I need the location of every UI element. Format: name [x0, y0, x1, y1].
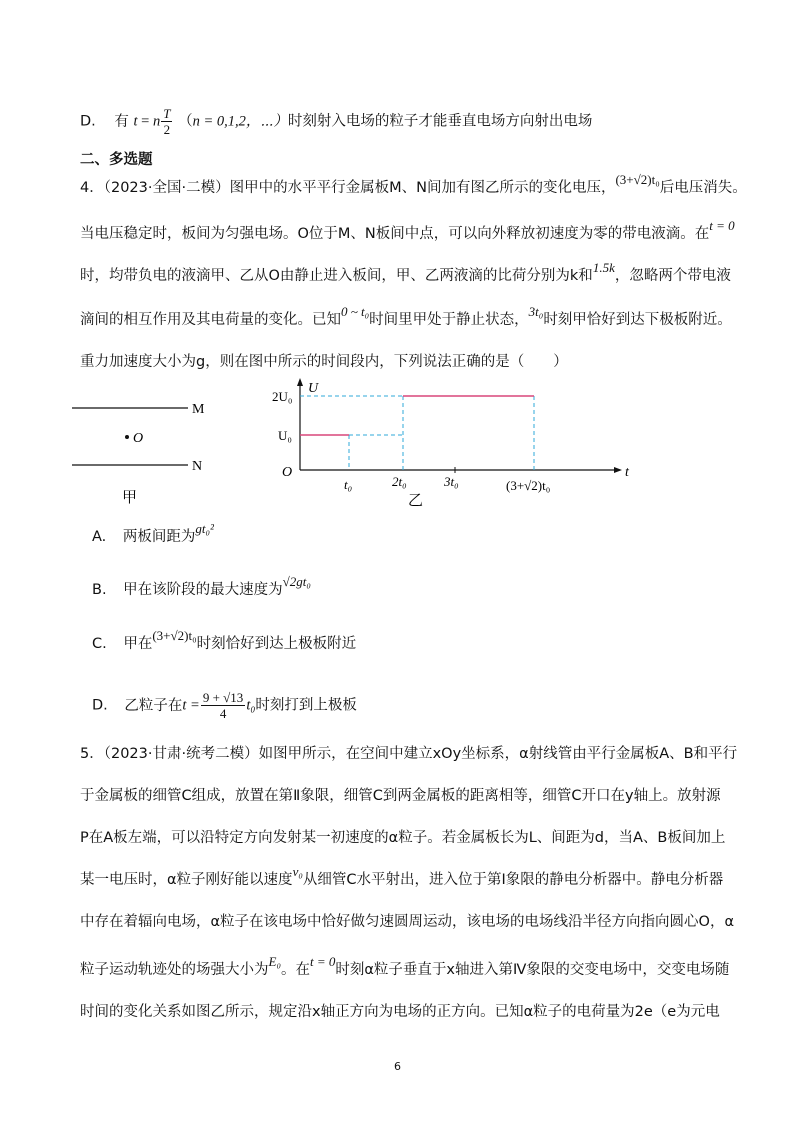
q4-option-a — [92, 521, 214, 547]
math-expr: t = 0 — [309, 954, 336, 969]
option-label: D. — [80, 113, 96, 130]
q4-option-d — [92, 690, 357, 721]
math-expr: t = 0 — [709, 218, 735, 233]
q5-line-7: 时间的变化关系如图乙所示，规定沿x轴正方向为电场的正方向。已知α粒子的电荷量为2e（e为元电 — [80, 1004, 720, 1020]
math-eq: = — [137, 113, 153, 130]
q5-text: 从细管C水平射出，进入位于第Ⅰ象限的静电分析器中。静电分析器 — [302, 872, 724, 888]
x-axis-label: t — [625, 465, 629, 480]
option-text: 甲在 — [123, 636, 153, 652]
y-tick-2u0: 2U₀ — [272, 389, 293, 404]
q4-text: 时，均带负电的液滴甲、乙从O由静止进入板间，甲、乙两液滴的比荷分别为k和 — [80, 268, 593, 284]
math-var-n: n — [152, 113, 161, 130]
y-axis-arrow — [297, 378, 303, 386]
option-text: 两板间距为 — [122, 529, 196, 545]
origin-label: O — [282, 465, 293, 480]
option-label: C. — [92, 636, 107, 652]
q5-text: 时刻α粒子垂直于x轴进入第Ⅳ象限的交变电场中，交变电场随 — [335, 962, 730, 978]
math-expr: E₀ — [268, 954, 281, 969]
x-tick-t0: t₀ — [344, 477, 353, 492]
option-text-end: 时刻恰好到达上极板附近 — [196, 636, 357, 652]
q5-line-5: 中存在着辐向电场，α粒子在该电场中恰好做匀速圆周运动，该电场的电场线沿半径方向指向圆心O，α — [80, 914, 735, 930]
q5-text: 。在 — [280, 962, 310, 978]
math-expr: √2gt₀ — [282, 574, 311, 589]
q5-text: 粒子运动轨迹处的场强大小为 — [80, 962, 269, 978]
math-expr: t₀ — [246, 697, 256, 714]
q4-text: 后电压消失。 — [659, 180, 747, 196]
math-n-values: n = 0,1,2，⋯） — [192, 113, 288, 130]
option-text: 乙粒子在 — [124, 697, 183, 714]
math-expr: t = — [182, 697, 200, 714]
q4-text: ，忽略两个带电液 — [614, 268, 731, 284]
caption-jia: 甲 — [122, 490, 138, 505]
q4-line-2 — [80, 218, 735, 244]
section-title: 二、多选题 — [80, 152, 153, 168]
math-expr: v₀ — [292, 864, 303, 879]
option-label: B. — [92, 582, 107, 598]
frac-denominator: 2 — [163, 122, 171, 137]
label-m: M — [192, 402, 205, 417]
math-expr: 0 ~ t₀ — [341, 304, 370, 319]
option-label: A. — [92, 529, 107, 545]
caption-yi: 乙 — [408, 493, 424, 509]
option-text: 有 — [114, 113, 129, 130]
q4-option-c — [92, 628, 357, 654]
math-expr: (3+√2)t₀ — [615, 172, 660, 187]
q4-text: 4．（2023·全国·二模）图甲中的水平平行金属板M、N间加有图乙所示的变化电压， — [80, 180, 616, 196]
option-label: D. — [92, 697, 108, 714]
q4-line-5: 重力加速度大小为g，则在图中所示的时间段内，下列说法正确的是（ ） — [80, 354, 568, 370]
q4-text: 当电压稳定时，板间为匀强电场。O位于M、N板间中点，可以向外释放初速度为零的带电液滴。在 — [80, 226, 710, 242]
q4-text: 时刻甲恰好到达下极板附近。 — [543, 312, 732, 328]
q5-line-2: 于金属板的细管C组成，放置在第Ⅱ象限，细管C到两金属板的距离相等，细管C开口在y轴上。放射源 — [80, 788, 721, 804]
paren: （ — [178, 113, 193, 130]
option-text: 甲在该阶段的最大速度为 — [123, 582, 283, 598]
page-number: 6 — [394, 1060, 401, 1073]
figure-voltage-graph — [270, 372, 640, 512]
option-d-q3 — [80, 106, 592, 137]
q5-text: 某一电压时，α粒子刚好能以速度 — [80, 872, 293, 888]
q5-line-6 — [80, 954, 730, 980]
math-expr: gt₀² — [195, 521, 214, 536]
q5-line-3: P在A板左端，可以沿特定方向发射某一初速度的α粒子。若金属板长为L、间距为d，当A、B板间加上 — [80, 830, 726, 846]
label-n: N — [192, 459, 203, 474]
frac-numerator: T — [163, 106, 171, 121]
frac-denominator: 4 — [219, 706, 227, 721]
q4-line-1 — [80, 172, 747, 198]
x-tick-2t0: 2t₀ — [392, 474, 407, 489]
y-axis-label: U — [308, 381, 319, 396]
q4-option-b — [92, 574, 311, 600]
math-expr: 1.5k — [592, 260, 615, 275]
option-text-end: 时刻射入电场的粒子才能垂直电场方向射出电场 — [287, 113, 593, 130]
math-var-t: t — [133, 113, 138, 130]
q5-line-4 — [80, 864, 724, 890]
figure-plates — [70, 395, 230, 505]
math-fraction — [201, 690, 245, 721]
x-tick-3t0: 3t₀ — [444, 474, 459, 489]
x-axis-arrow — [614, 467, 622, 473]
q4-text: 时间里甲处于静止状态， — [369, 312, 529, 328]
frac-numerator: 9 + √13 — [202, 690, 244, 705]
point-o — [125, 435, 129, 439]
option-text-end: 时刻打到上极板 — [255, 697, 357, 714]
q4-line-3 — [80, 260, 731, 286]
q4-line-4 — [80, 304, 732, 330]
math-fraction — [161, 106, 172, 137]
q4-text: 滴间的相互作用及其电荷量的变化。已知 — [80, 312, 341, 328]
math-expr: 3t₀ — [528, 304, 544, 319]
label-o: O — [133, 431, 144, 446]
y-tick-u0: U₀ — [278, 428, 292, 443]
math-expr: (3+√2)t₀ — [152, 628, 197, 643]
x-tick-end: (3+√2)t₀ — [506, 478, 551, 493]
q5-line-1: 5．（2023·甘肃·统考二模）如图甲所示，在空间中建立xOy坐标系，α射线管由平行金属板A、B和平行 — [80, 746, 738, 762]
